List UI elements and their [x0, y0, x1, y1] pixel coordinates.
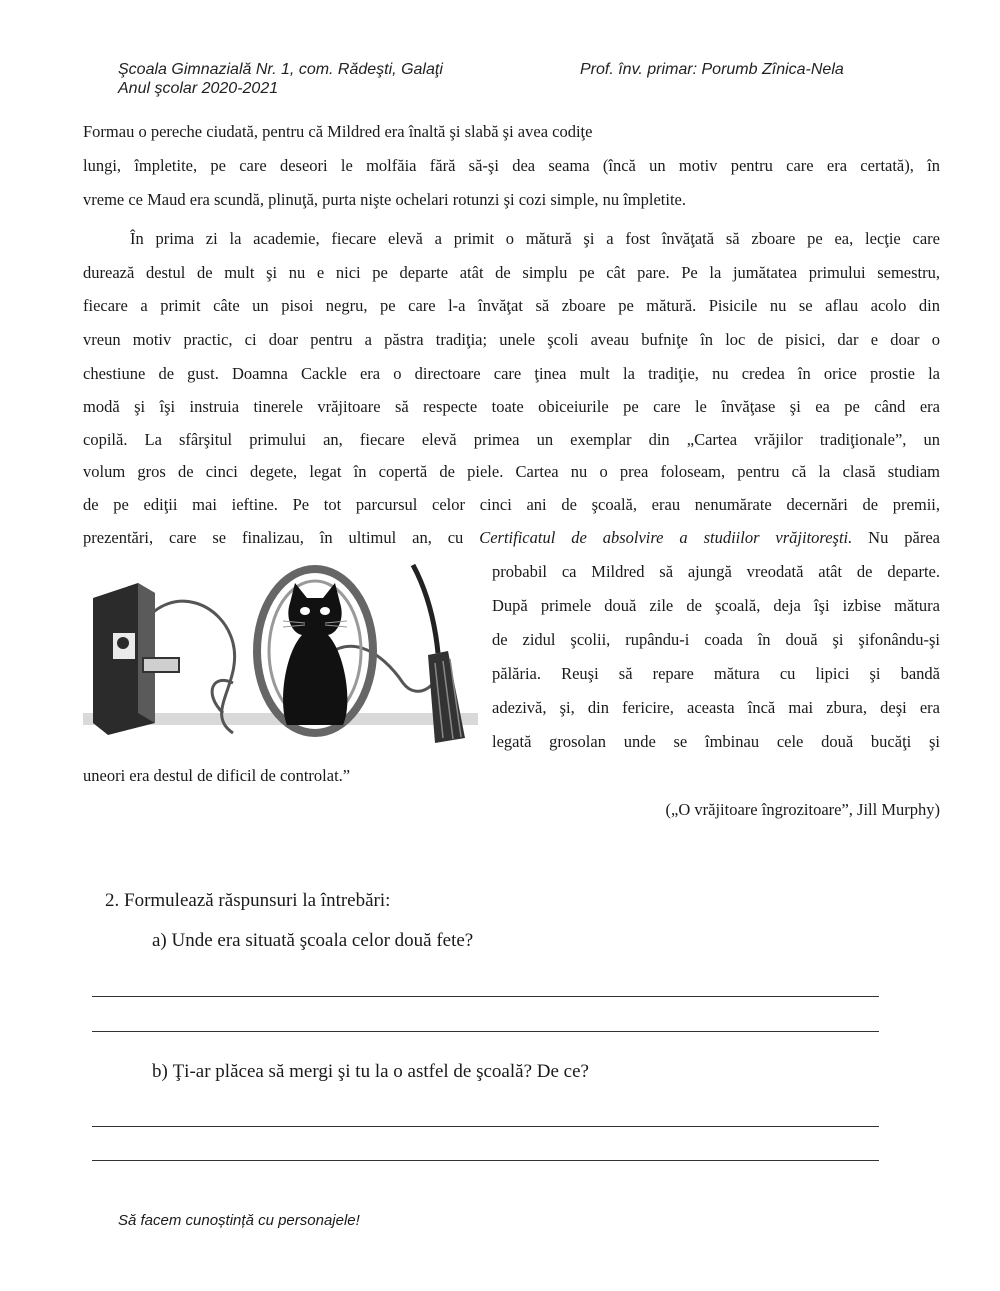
text-line-8: chestiune de gust. Doamna Cackle era o directoare care ţinea mult la tradiţie, nu credea în orice prostie la	[83, 364, 940, 383]
text-line-2: lungi, împletite, pe care deseori le molfăia fără să-şi dea seama (încă un motiv pentru care era certată), în	[83, 156, 940, 175]
black-cat-icon	[257, 569, 373, 733]
right-line-5: adezivă, şi, din fericire, aceasta încă mai zbura, deşi era	[492, 698, 940, 717]
header-school: Şcoala Gimnazială Nr. 1, com. Rădeşti, Galaţi	[118, 61, 443, 78]
right-line-2: După primele două zile de şcoală, deja îşi izbise mătura	[492, 596, 940, 615]
text-line-7: vreun motiv practic, ci doar pentru a păstra tradiţia; unele şcoli aveau bufniţe în loc de pisici, dar e doar o	[83, 330, 940, 349]
text-line-10: copilă. La sfârşitul primului an, fiecare elevă primea un exemplar din „Cartea vrăjilor tradiţionale”, un	[83, 430, 940, 449]
text-line-6: fiecare a primit câte un pisoi negru, pe care l-a învăţat să zboare pe mătură. Pisicile nu se aflau acolo din	[83, 296, 940, 315]
question-a: a) Unde era situată şcoala celor două fete?	[152, 930, 474, 951]
answer-line-b1[interactable]	[92, 1126, 879, 1127]
text-line-5: durează destul de mult şi nu e nici pe departe atât de simplu pe cât pare. Pe la jumătatea primului semestru,	[83, 263, 940, 282]
citation: („O vrăjitoare îngrozitoare”, Jill Murphy)	[665, 800, 940, 819]
text-line-13-start: prezentări, care se finalizau, în ultimul an, cu	[83, 528, 480, 547]
answer-line-b2[interactable]	[92, 1160, 879, 1161]
text-line-11: volum gros de cinci degete, legat în copertă de piele. Cartea nu o prea foloseam, pentru că la clasă studiam	[83, 462, 940, 481]
witch-school-illustration	[83, 563, 478, 743]
question-b: b) Ţi-ar plăcea să mergi şi tu la o astfel de şcoală? De ce?	[152, 1061, 589, 1082]
answer-line-a1[interactable]	[92, 996, 879, 997]
answer-line-a2[interactable]	[92, 1031, 879, 1032]
footer-note: Să facem cunoștință cu personajele!	[118, 1212, 360, 1229]
text-line-13-end: Nu părea	[852, 528, 940, 547]
right-line-4: pălăria. Reuşi să repare mătura cu lipici şi bandă	[492, 664, 940, 683]
certificate-title: Certificatul de absolvire a studiilor vrăjitoreşti.	[479, 528, 853, 547]
text-line-3: vreme ce Maud era scundă, plinuţă, purta nişte ochelari rotunzi şi cozi simple, nu împletite.	[83, 190, 686, 209]
final-line: uneori era destul de dificil de controlat.”	[83, 766, 351, 785]
text-line-9: modă şi îşi instruia tinerele vrăjitoare să respecte toate obiceiurile pe care le învăţase şi ea pe când era	[83, 397, 940, 416]
header-school-year: Anul şcolar 2020-2021	[118, 80, 279, 97]
right-line-6: legată grosolan unde se îmbinau cele două bucăţi şi	[492, 732, 940, 751]
text-line-1: Formau o pereche ciudată, pentru că Mildred era înaltă şi slabă şi avea codiţe	[83, 122, 593, 141]
header-teacher: Prof. înv. primar: Porumb Zînica-Nela	[580, 61, 844, 78]
questions-heading: 2. Formulează răspunsuri la întrebări:	[105, 890, 391, 911]
right-line-3: de zidul şcolii, rupându-i coada în două şi şifonându-şi	[492, 630, 940, 649]
text-line-13	[83, 528, 940, 548]
text-line-12: de pe ediţii mai ieftine. Pe tot parcursul celor cinci ani de şcoală, erau nenumărate decernări de premii,	[83, 495, 940, 514]
right-line-1: probabil ca Mildred să ajungă vreodată atât de departe.	[492, 562, 940, 581]
text-line-4: În prima zi la academie, fiecare elevă a primit o mătură şi a fost învăţată să zboare pe ea, lecţie care	[130, 229, 940, 248]
